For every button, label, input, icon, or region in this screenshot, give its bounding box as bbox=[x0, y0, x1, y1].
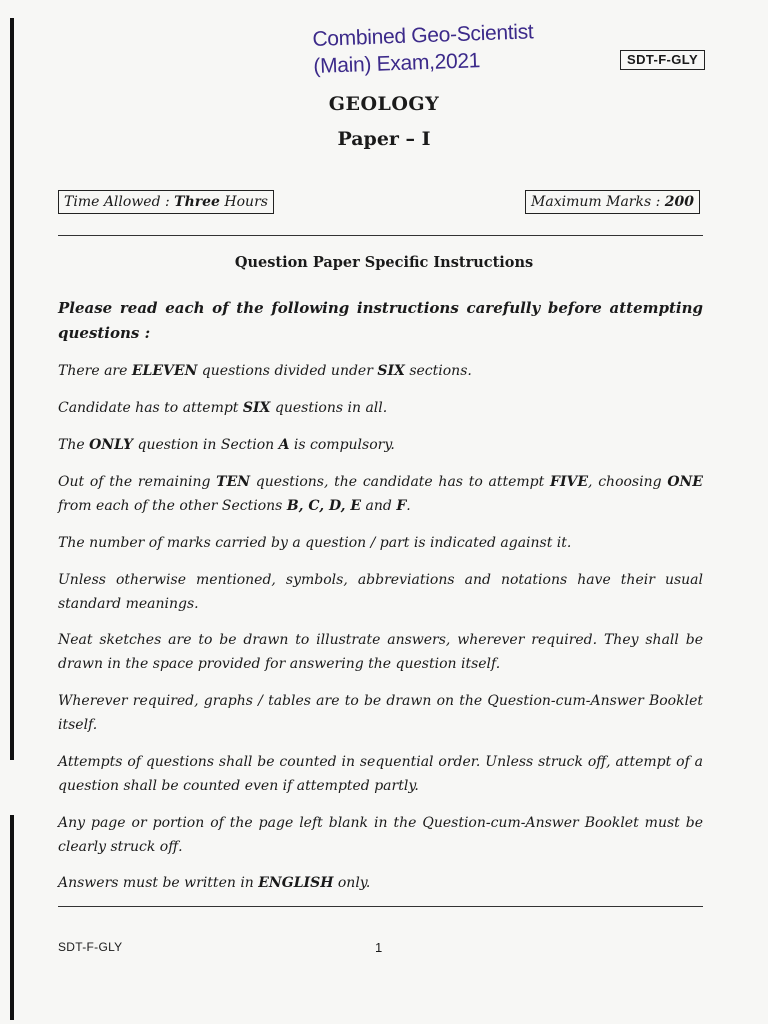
time-allowed-box bbox=[58, 190, 274, 214]
instruction-item: Unless otherwise mentioned, symbols, abbreviations and notations have their usual standard meanings. bbox=[58, 572, 703, 612]
instruction-item: The ONLY question in Section A is compulsory. bbox=[58, 437, 395, 453]
stamp-line-2: (Main) Exam,2021 bbox=[313, 49, 481, 78]
stamp-line-1: Combined Geo-Scientist bbox=[312, 20, 534, 51]
instructions-intro: Please read each of the following instructions carefully before attempting questions : bbox=[58, 299, 703, 342]
time-allowed-value: Three bbox=[174, 194, 220, 210]
divider-bottom bbox=[58, 906, 703, 907]
maximum-marks-box bbox=[525, 190, 700, 214]
instructions-heading: Question Paper Specific Instructions bbox=[234, 254, 534, 271]
divider-top bbox=[58, 235, 703, 236]
maximum-marks-label: Maximum Marks : bbox=[531, 194, 665, 210]
instruction-item: Neat sketches are to be drawn to illustrate answers, wherever required. They shall be drawn in the space provided for answering the question itself. bbox=[58, 632, 703, 672]
time-allowed-label: Time Allowed : bbox=[64, 194, 175, 210]
subject-title: GEOLOGY bbox=[328, 93, 440, 115]
binding-edge-bottom bbox=[10, 815, 14, 1020]
instruction-item: Out of the remaining TEN questions, the candidate has to attempt FIVE, choosing ONE from each of the other Sections B, C, D, E and F. bbox=[58, 474, 703, 514]
instruction-item: The number of marks carried by a question / part is indicated against it. bbox=[58, 535, 572, 551]
instruction-item: Attempts of questions shall be counted in sequential order. Unless struck off, attempt of a question shall be counted even if attempted partly. bbox=[58, 754, 703, 794]
maximum-marks-value: 200 bbox=[664, 194, 694, 210]
exam-stamp bbox=[312, 18, 535, 80]
paper-code-box: SDT-F-GLY bbox=[620, 50, 705, 70]
instruction-item: There are ELEVEN questions divided under SIX sections. bbox=[58, 363, 472, 379]
time-allowed-unit: Hours bbox=[219, 194, 268, 210]
footer-paper-code: SDT-F-GLY bbox=[58, 940, 123, 954]
page-number: 1 bbox=[375, 940, 383, 955]
instruction-item: Any page or portion of the page left blank in the Question-cum-Answer Booklet must be clearly struck off. bbox=[58, 815, 703, 855]
instruction-item: Candidate has to attempt SIX questions in all. bbox=[58, 400, 388, 416]
instruction-item: Wherever required, graphs / tables are to be drawn on the Question-cum-Answer Booklet itself. bbox=[58, 693, 703, 733]
paper-title: Paper – I bbox=[337, 128, 431, 150]
instruction-item: Answers must be written in ENGLISH only. bbox=[58, 875, 371, 891]
